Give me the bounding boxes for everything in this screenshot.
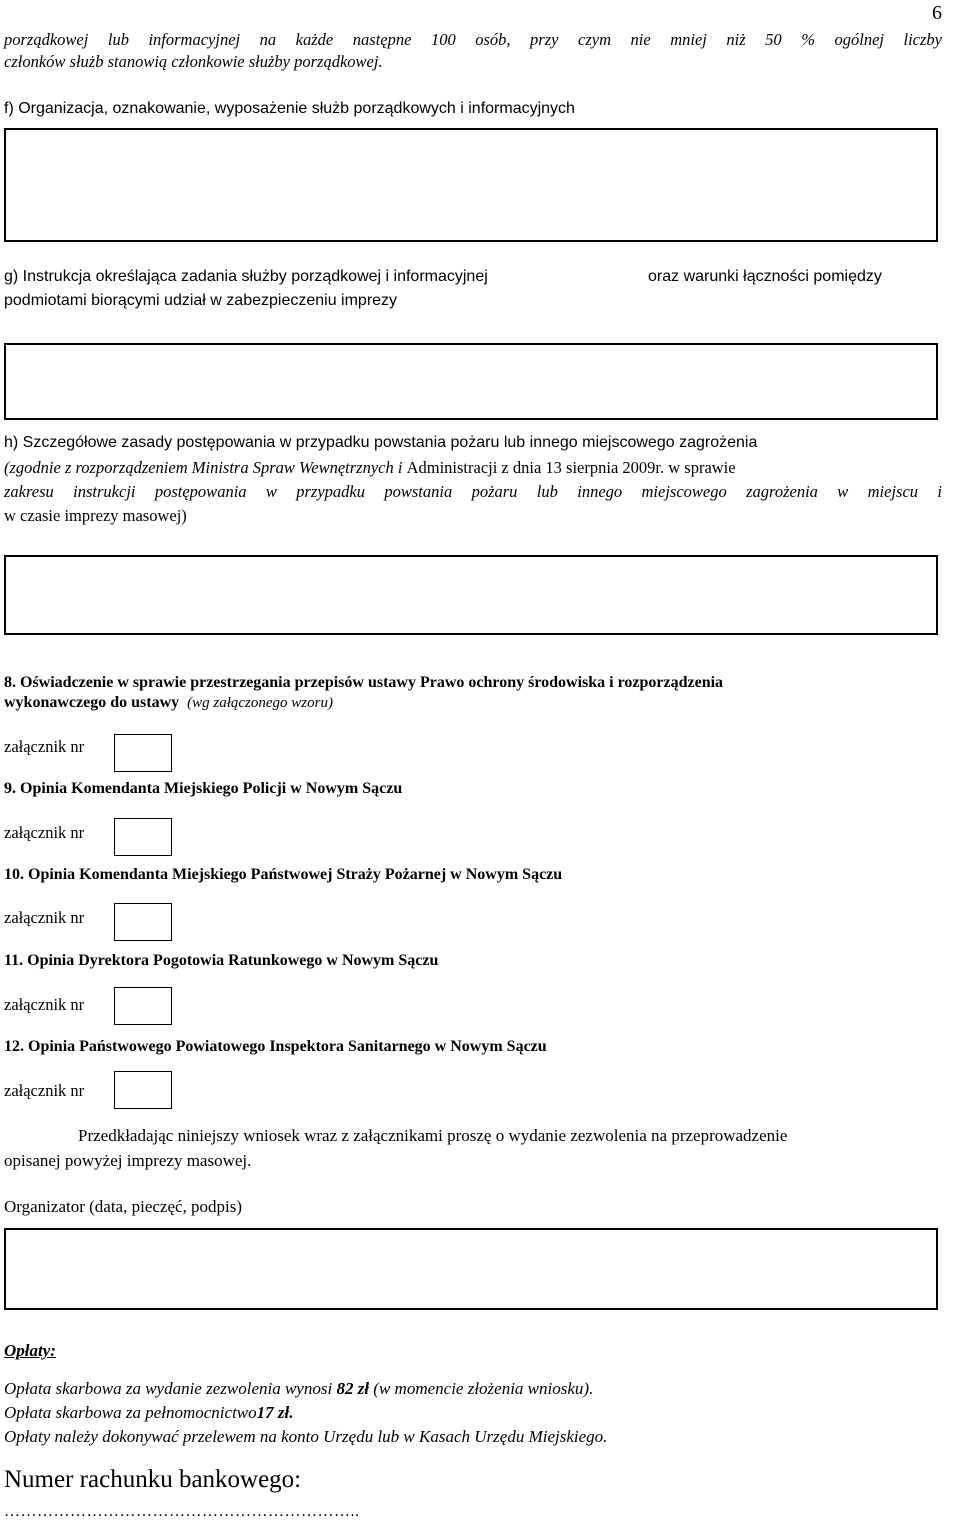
section-g-box[interactable] [4, 343, 938, 420]
fees-line-1-suffix: (w momencie złożenia wniosku). [369, 1379, 594, 1398]
attachment-number-box-9[interactable] [114, 818, 172, 856]
item-8-line-2-italic: (wg załączonego wzoru) [187, 695, 333, 711]
section-h-line-4: w czasie imprezy masowej) [4, 506, 187, 525]
attachment-number-box-8[interactable] [114, 734, 172, 772]
item-8-line-1: 8. Oświadczenie w sprawie przestrzegania przepisów ustawy Prawo ochrony środowiska i rozporządzenia [4, 674, 724, 691]
fees-line-1-amount: 82 zł [336, 1379, 370, 1398]
organizer-signature-box[interactable] [4, 1228, 938, 1310]
item-11-title: 11. Opinia Dyrektora Pogotowia Ratunkowego w Nowym Sączu [4, 952, 439, 969]
attachment-label-10: załącznik nr [4, 908, 85, 927]
attachment-label-8: załącznik nr [4, 737, 85, 756]
item-12-title: 12. Opinia Państwowego Powiatowego Inspektora Sanitarnego w Nowym Sączu [4, 1038, 547, 1055]
intro-line-1: porządkowej lub informacyjnej na każde następne 100 osób, przy czym nie mniej niż 50 % ogólnej liczby [4, 30, 942, 49]
fees-line-2-amount: 17 zł. [256, 1403, 294, 1422]
closing-line-2: opisanej powyżej imprezy masowej. [4, 1151, 252, 1170]
section-h-box[interactable] [4, 555, 938, 635]
page-number: 6 [932, 2, 942, 24]
section-g-line-2: podmiotami biorącymi udział w zabezpieczeniu imprezy [4, 292, 398, 309]
attachment-label-12: załącznik nr [4, 1081, 85, 1100]
section-g-line-1-right: oraz warunki łączności pomiędzy [648, 268, 882, 285]
section-f-heading: f) Organizacja, oznakowanie, wyposażenie służb porządkowych i informacyjnych [4, 100, 575, 117]
section-h-line-3: zakresu instrukcji postępowania w przypadku powstania pożaru lub innego miejscowego zagrożenia w miejscu i [4, 482, 942, 501]
account-label: Numer rachunku bankowego: [4, 1466, 302, 1493]
attachment-number-box-10[interactable] [114, 903, 172, 941]
item-10-title: 10. Opinia Komendanta Miejskiego Państwowej Straży Pożarnej w Nowym Sączu [4, 866, 563, 883]
section-g-line-1-left: g) Instrukcja określająca zadania służby porządkowej i informacyjnej [4, 268, 488, 285]
section-h-line-1: h) Szczegółowe zasady postępowania w przypadku powstania pożaru lub innego miejscowego zagrożenia [4, 434, 758, 451]
fees-heading: Opłaty: [4, 1341, 56, 1360]
item-9-title: 9. Opinia Komendanta Miejskiego Policji w Nowym Sączu [4, 780, 403, 797]
organizer-label: Organizator (data, pieczęć, podpis) [4, 1197, 243, 1216]
account-dots: ……………………………………………………….. [4, 1503, 360, 1520]
item-8-line-2 [4, 694, 333, 712]
fees-line-2-text: Opłata skarbowa za pełnomocnictwo [4, 1403, 257, 1422]
item-8-line-2-bold: wykonawczego do ustawy [4, 694, 180, 711]
section-f-box[interactable] [4, 128, 938, 242]
fees-line-1-text: Opłata skarbowa za wydanie zezwolenia wynosi [4, 1379, 337, 1398]
fees-line-1 [4, 1379, 593, 1399]
attachment-label-9: załącznik nr [4, 823, 85, 842]
fees-line-3: Opłaty należy dokonywać przelewem na konto Urzędu lub w Kasach Urzędu Miejskiego. [4, 1427, 608, 1446]
attachment-number-box-11[interactable] [114, 987, 172, 1025]
section-h-line-2-italic: (zgodnie z rozporządzeniem Ministra Spraw Wewnętrznych i [4, 458, 407, 477]
intro-line-2: członków służb stanowią członkowie służby porządkowej. [4, 52, 383, 71]
fees-line-2 [4, 1403, 293, 1423]
attachment-number-box-12[interactable] [114, 1071, 172, 1109]
section-h-line-2 [4, 458, 736, 478]
closing-line-1: Przedkładając niniejszy wniosek wraz z załącznikami proszę o wydanie zezwolenia na przeprowadzenie [78, 1126, 788, 1145]
attachment-label-11: załącznik nr [4, 995, 85, 1014]
section-h-line-2-normal: Administracji z dnia 13 sierpnia 2009r. w sprawie [406, 458, 736, 477]
